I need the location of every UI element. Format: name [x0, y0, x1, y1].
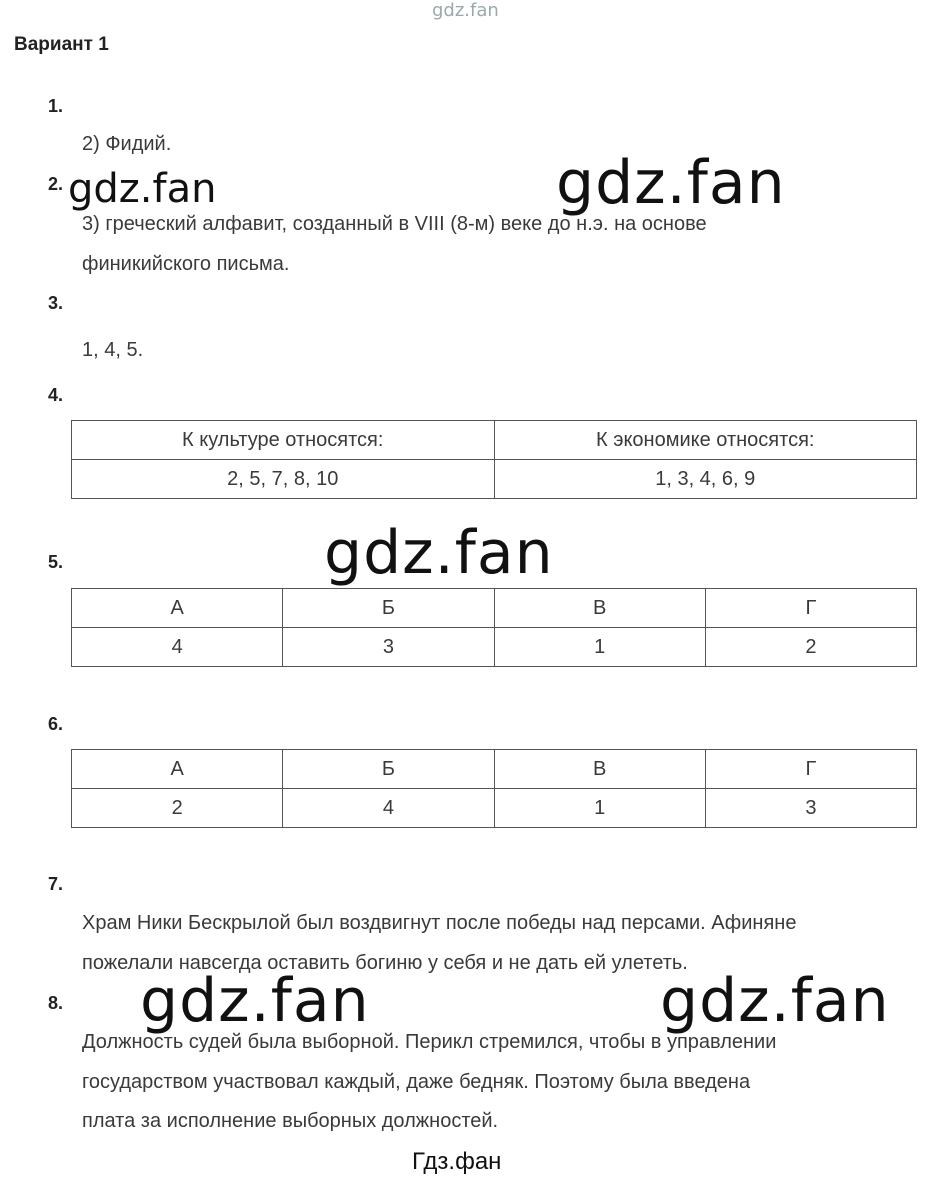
- table-cell: 1: [494, 789, 705, 828]
- footer-text: Гдз.фан: [412, 1148, 502, 1175]
- watermark: gdz.fan: [140, 966, 370, 1036]
- answer-1: 2) Фидий.: [82, 133, 172, 155]
- table-header-row: [72, 421, 917, 460]
- table-header-cell: Г: [705, 589, 916, 628]
- table-header-row: [72, 589, 917, 628]
- table-cell: 4: [283, 789, 494, 828]
- table-header-cell: А: [72, 589, 283, 628]
- question-number-8: 8.: [48, 993, 64, 1013]
- table-cell: 3: [283, 628, 494, 667]
- table-header-cell: В: [494, 589, 705, 628]
- watermark: gdz.fan: [324, 518, 554, 588]
- table-row: [72, 789, 917, 828]
- table-header-row: [72, 750, 917, 789]
- answer-2-line-2: финикийского письма.: [82, 253, 290, 275]
- table-header-cell: К культуре относятся:: [72, 421, 495, 460]
- answer-3: 1, 4, 5.: [82, 339, 144, 361]
- table-cell: 1, 3, 4, 6, 9: [494, 460, 917, 499]
- table-cell: 2: [72, 789, 283, 828]
- table-cell: 4: [72, 628, 283, 667]
- table-cell: 1: [494, 628, 705, 667]
- watermark-top: gdz.fan: [432, 0, 499, 21]
- watermark: gdz.fan: [660, 966, 890, 1036]
- question-number-7: 7.: [48, 874, 64, 894]
- table-header-cell: К экономике относятся:: [494, 421, 917, 460]
- answer-7-line-1: Храм Ники Бескрылой был воздвигнут после победы над персами. Афиняне: [82, 912, 797, 934]
- question-number-1: 1.: [48, 96, 64, 116]
- table-cell: 3: [705, 789, 916, 828]
- answer-8-line-2: государством участвовал каждый, даже бедняк. Поэтому была введена: [82, 1071, 751, 1093]
- watermark: gdz.fan: [68, 166, 217, 212]
- question-number-3: 3.: [48, 293, 64, 313]
- answer-5-table: [71, 588, 917, 667]
- question-number-2: 2.: [48, 174, 64, 194]
- question-number-4: 4.: [48, 385, 64, 405]
- page-title: Вариант 1: [14, 34, 109, 55]
- table-row: [72, 628, 917, 667]
- table-header-cell: В: [494, 750, 705, 789]
- table-row: [72, 460, 917, 499]
- answer-6-table: [71, 749, 917, 828]
- question-number-6: 6.: [48, 714, 64, 734]
- answer-2-line-1: 3) греческий алфавит, созданный в VIII (8-м) веке до н.э. на основе: [82, 213, 707, 235]
- table-cell: 2: [705, 628, 916, 667]
- table-header-cell: А: [72, 750, 283, 789]
- answer-4-table: [71, 420, 917, 499]
- answer-8-line-1: Должность судей была выборной. Перикл стремился, чтобы в управлении: [82, 1031, 777, 1053]
- answer-8-line-3: плата за исполнение выборных должностей.: [82, 1110, 499, 1132]
- answer-7-line-2: пожелали навсегда оставить богиню у себя и не дать ей улететь.: [82, 952, 688, 974]
- table-header-cell: Б: [283, 750, 494, 789]
- question-number-5: 5.: [48, 552, 64, 572]
- watermark: gdz.fan: [556, 148, 786, 218]
- table-cell: 2, 5, 7, 8, 10: [72, 460, 495, 499]
- table-header-cell: Г: [705, 750, 916, 789]
- table-header-cell: Б: [283, 589, 494, 628]
